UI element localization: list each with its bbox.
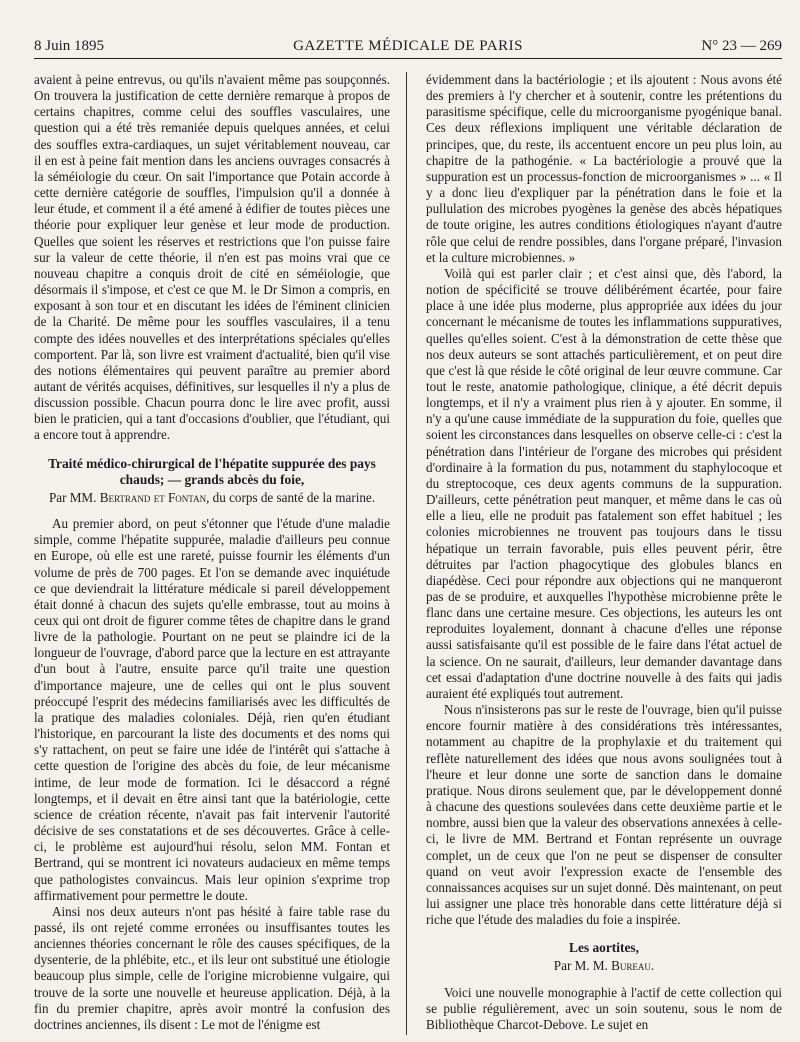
paragraph: évidemment dans la bactériologie ; et ils ajoutent : Nous avons été des premiers à l'y chercher et à soutenir, contre les prétentions du parasitisme spécifique, celle du microorganisme pyogénique banal. Ces deux réflexions impliquent une véritable déclaration de principes, que, du reste, ils accentuent encore un peu plus loin, au chapitre de la pathogénie. « La bactériologie a prouvé que la suppuration est un processus-fonction de microorganismes » ... « Il y a donc lieu d'expliquer par la pénétration dans le foie et la pullulation des microbes pyogènes la genèse des abcès hépatiques de toute origine, les autres conditions étiologiques n'ayant d'autre rôle que celui de rendre possibles, dans l'organe préparé, l'invasion et la culture microbiennes. » [426,72,782,265]
right-column [426,72,782,1035]
paragraph: avaient à peine entrevus, ou qu'ils n'avaient même pas soupçonnés. On trouvera la justification de cette dernière remarque à propos de certains chapitres, comme celui des souffles vasculaires, une question qui a été très remaniée depuis quelques années, et celui des souffles extra-cardiaques, un sujet véritablement nouveau, car il en est à peine fait mention dans les anciens ouvrages consacrés à la séméiologie du cœur. On sait l'importance que Potain accorde à cette dernière catégorie de souffles, l'impulsion qu'il a donnée à leur étude, et comment il a été amené à édifier de toutes pièces une théorie pour expliquer leur genèse et leur mode de production. Quelles que soient les réserves et restrictions que l'on puisse faire sur la valeur de cette théorie, il n'en est pas moins vrai que ce nouveau chapitre a conquis droit de cité en séméiologie, que désormais il s'impose, et c'est ce que M. le Dr Simon a compris, en exposant à son tour et en discutant les idées de l'éminent clinicien de la Charité. De même pour les souffles vasculaires, il a tenu compte des idées nouvelles et des interprétations spéciales qu'elles comportent. Par là, son livre est vraiment d'actualité, bien qu'il vise des notions élémentaires qui peuvent paraître au premier abord autant de vérités acquises, définitives, sur lesquelles il n'y a plus de discussion possible. Chacun pourra donc le lire avec profit, aussi bien le praticien, qui a tant d'occasions d'oublier, que l'étudiant, qui a encore tout à apprendre. [34,72,390,443]
section-byline [426,958,782,974]
article-columns [34,72,782,1035]
paragraph: Au premier abord, on peut s'étonner que l'étude d'une maladie simple, comme l'hépatite suppurée, maladie d'ailleurs peu connue en Europe, où elle est une rareté, puisse fournir les éléments d'un volume de près de 700 pages. Et l'on se demande avec inquiétude ce que deviendrait la littérature médicale si pareil développement était donné à chacun des sujets qu'elle embrasse, tout au moins à ceux qui ont droit de figurer comme têtes de chapitre dans le grand livre de la pathologie. Pourtant on ne peut se plaindre ici de la longueur de l'ouvrage, d'abord parce que la lecture en est attrayante d'un bout à l'autre, ensuite parce qu'il traite une question d'importance majeure, une de celles qui ont le plus souvent préoccupé l'esprit des médecins familiarisés avec les difficultés de la pratique des maladies coloniales. Déjà, rien qu'en étudiant l'historique, en parcourant la liste des documents et des noms qui s'y rattachent, on peut se faire une idée de l'intérêt qui s'attache à cette question de l'origine des abcès du foie, de leur mécanisme intime, de leur mode de formation. Ici le désaccord a régné longtemps, et il devait en être ainsi tant que la batériologie, cette science de création récente, n'avait pas fait intervenir l'autorité décisive de ses constatations et de ses découvertes. Grâce à celle-ci, le problème est aujourd'hui résolu, selon MM. Fontan et Bertrand, qui se montrent ici novateurs audacieux en même temps que pathologistes convaincus. Mais leur opinion s'exprime trop affirmativement pour permettre le doute. [34,516,390,903]
paragraph: Voilà qui est parler clair ; et c'est ainsi que, dès l'abord, la notion de spécificité se trouve délibérément écartée, pour faire place à une idée plus moderne, plus appropriée aux idées du jour concernant le mécanisme de toutes les inflammations suppuratives, quelles qu'elles soient. C'est à la démonstration de cette thèse que nos deux auteurs se sont attachés particulièrement, et on peut dire que c'est là que réside le côté original de leur œuvre commune. Car tout le reste, anatomie pathologique, clinique, a été décrit depuis longtemps, et il n'y a vraiment plus rien à y ajouter. En somme, il n'y a qu'une cause immédiate de la suppuration du foie, quelles que soient les circonstances dans lesquelles on observe celle-ci : c'est la pénétration dans l'intérieur de l'organe des microbes qui président d'ordinaire à la formation du pus, notamment du staphylocoque et du streptocoque, ces deux agents communs de la suppuration. D'ailleurs, cette pénétration peut manquer, et même dans le cas où elle a lieu, elle ne produit pas fatalement son effet habituel ; les colonies microbiennes ne trouvent pas toujours dans le tissu hépatique un terrain favorable, puis elles peuvent périr, être détruites par l'action phagocytique des globules blancs en diapédèse. Ceci pour répondre aux objections qui ne manqueront pas de se produire, et auxquelles l'hypothèse microbienne prête le flanc dans une certaine mesure. Ces objections, les auteurs les ont reproduites loyalement, donnant à chacune d'elles une réponse aussi satisfaisante qu'il est possible de le faire dans l'état actuel de la science. On ne saurait, d'ailleurs, leur demander davantage dans cet essai d'adaptation d'une doctrine nouvelle à des faits qui jadis auraient été expliqués tout autrement. [426,265,782,701]
paragraph: Nous n'insisterons pas sur le reste de l'ouvrage, bien qu'il puisse encore fournir matière à des considérations très intéressantes, notamment au chapitre de la prophylaxie et du traitement qui reflète naturellement des idées que nous avons soulignées tout à l'heure et leur donne une sorte de sanction dans le domaine pratique. Nous dirons seulement que, par le développement donné à chacune des questions soulevées dans cette deuxième partie et le nombre, aussi bien que la valeur des observations annexées à celle-ci, le livre de MM. Bertrand et Fontan représente un ouvrage complet, un de ceux que l'on ne peut se dispenser de consulter quand on veut avoir l'expression exacte de l'ensemble des connaissances acquises sur un sujet donné. Dès maintenant, on peut lui assigner une place très honorable dans cette littérature déjà si riche que l'étude des maladies du foie a inspirée. [426,702,782,928]
issue-date: 8 Juin 1895 [34,38,105,54]
section-title: Traité médico-chirurgical de l'hépatite suppurée des pays chauds; — grands abcès du foie, [48,455,376,487]
byline-authors: Bertrand et Fontan, [99,489,210,505]
section-title: Les aortites, [569,940,639,956]
section-byline [34,490,390,506]
paragraph: Ainsi nos deux auteurs n'ont pas hésité à faire table rase du passé, ils ont rejeté comme erronées ou insuffisantes toutes les anciennes théories concernant le rôle des causes spécifiques, de la dysenterie, de la phlébite, etc., et ils leur ont substitué une étiologie beaucoup plus simple, celle de l'origine microbienne vulgaire, qui trouve de la sorte une nouvelle et heureuse application. Déjà, à la fin du premier chapitre, après avoir montré la confusion des doctrines anciennes, ils disent : Le mot de l'énigme est [34,903,390,1032]
publication-title: GAZETTE MÉDICALE DE PARIS [293,38,523,54]
byline-prefix: Par MM. [48,489,97,505]
page-header [34,30,782,59]
byline-prefix: Par M. M. [553,958,608,974]
left-column [34,72,390,1035]
page-number: N° 23 — 269 [701,38,782,54]
newspaper-page [34,30,782,1035]
paragraph: Voici une nouvelle monographie à l'actif de cette collection qui se publie régulièrement, avec un soin soutenu, sous le nom de Bibliothèque Charcot-Debove. Le sujet en [426,984,782,1032]
byline-suffix: du corps de santé de la marine. [212,489,376,505]
byline-author: Bureau. [611,958,655,974]
